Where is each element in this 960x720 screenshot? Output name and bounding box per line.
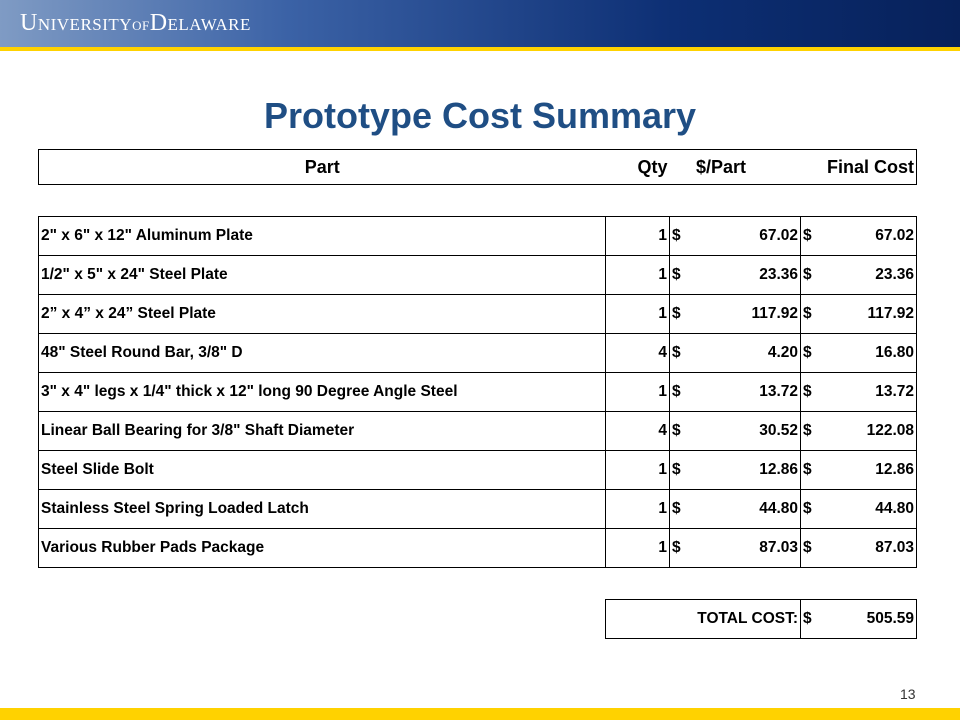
cell-qty: 1 bbox=[606, 256, 670, 295]
cost-table bbox=[38, 149, 917, 639]
cell-qty: 1 bbox=[606, 490, 670, 529]
spacer-cell bbox=[39, 185, 917, 217]
cell-final-cost: 44.80 bbox=[825, 490, 917, 529]
slide-title: Prototype Cost Summary bbox=[263, 95, 697, 136]
cell-per-part: 117.92 bbox=[694, 295, 801, 334]
cell-per-part: 87.03 bbox=[694, 529, 801, 568]
cell-currency: $ bbox=[801, 373, 826, 412]
cell-qty: 4 bbox=[606, 412, 670, 451]
logo-letter-d: D bbox=[149, 10, 168, 36]
cell-part: Linear Ball Bearing for 3/8" Shaft Diameter bbox=[39, 412, 606, 451]
cell-currency: $ bbox=[670, 295, 695, 334]
cell-final-cost: 16.80 bbox=[825, 334, 917, 373]
cell-currency: $ bbox=[801, 451, 826, 490]
cell-part: 2” x 4” x 24” Steel Plate bbox=[39, 295, 606, 334]
total-label: TOTAL COST: bbox=[606, 600, 801, 639]
table-row bbox=[39, 451, 917, 490]
table-header-row bbox=[39, 150, 917, 185]
cell-per-part: 67.02 bbox=[694, 217, 801, 256]
cell-qty: 1 bbox=[606, 295, 670, 334]
cell-currency: $ bbox=[670, 412, 695, 451]
cell-part: Steel Slide Bolt bbox=[39, 451, 606, 490]
table-row bbox=[39, 334, 917, 373]
cell-final-cost: 23.36 bbox=[825, 256, 917, 295]
cell-currency: $ bbox=[801, 295, 826, 334]
table-body bbox=[39, 217, 917, 568]
cell-qty: 1 bbox=[606, 451, 670, 490]
table-spacer-row bbox=[39, 185, 917, 217]
cell-currency: $ bbox=[670, 373, 695, 412]
header-part: Part bbox=[39, 150, 606, 185]
header-qty: Qty bbox=[606, 150, 670, 185]
cell-per-part: 44.80 bbox=[694, 490, 801, 529]
header-spacer-2 bbox=[801, 150, 826, 185]
cell-final-cost: 87.03 bbox=[825, 529, 917, 568]
header-gold-stripe bbox=[0, 47, 960, 51]
logo-text-niversity: NIVERSITY bbox=[37, 15, 133, 34]
logo-text-elaware: ELAWARE bbox=[167, 15, 251, 34]
header-final-cost: Final Cost bbox=[825, 150, 917, 185]
cell-currency: $ bbox=[670, 256, 695, 295]
cell-part: 48" Steel Round Bar, 3/8" D bbox=[39, 334, 606, 373]
cell-part: 2" x 6" x 12" Aluminum Plate bbox=[39, 217, 606, 256]
cell-part: 1/2" x 5" x 24" Steel Plate bbox=[39, 256, 606, 295]
cell-final-cost: 67.02 bbox=[825, 217, 917, 256]
cell-currency: $ bbox=[801, 412, 826, 451]
table-row bbox=[39, 529, 917, 568]
table-row bbox=[39, 412, 917, 451]
cell-per-part: 4.20 bbox=[694, 334, 801, 373]
cell-currency: $ bbox=[801, 529, 826, 568]
cell-currency: $ bbox=[670, 334, 695, 373]
cell-final-cost: 122.08 bbox=[825, 412, 917, 451]
cell-currency: $ bbox=[670, 451, 695, 490]
cell-qty: 1 bbox=[606, 217, 670, 256]
university-logo bbox=[20, 10, 251, 37]
cell-qty: 1 bbox=[606, 529, 670, 568]
total-blank bbox=[39, 600, 606, 639]
header-per-part: $/Part bbox=[694, 150, 801, 185]
cell-per-part: 13.72 bbox=[694, 373, 801, 412]
cell-qty: 4 bbox=[606, 334, 670, 373]
cell-currency: $ bbox=[670, 490, 695, 529]
cell-currency: $ bbox=[801, 334, 826, 373]
cell-final-cost: 117.92 bbox=[825, 295, 917, 334]
cell-currency: $ bbox=[801, 217, 826, 256]
cell-final-cost: 12.86 bbox=[825, 451, 917, 490]
spacer-cell-2 bbox=[39, 568, 917, 600]
total-value: 505.59 bbox=[825, 600, 917, 639]
cell-currency: $ bbox=[670, 217, 695, 256]
table-row bbox=[39, 256, 917, 295]
header-spacer bbox=[670, 150, 695, 185]
cell-part: Stainless Steel Spring Loaded Latch bbox=[39, 490, 606, 529]
cell-part: Various Rubber Pads Package bbox=[39, 529, 606, 568]
table-row bbox=[39, 373, 917, 412]
cell-per-part: 12.86 bbox=[694, 451, 801, 490]
cell-per-part: 23.36 bbox=[694, 256, 801, 295]
table-spacer-row-2 bbox=[39, 568, 917, 600]
logo-text-of: OF bbox=[132, 18, 150, 33]
logo-letter-u: U bbox=[20, 10, 38, 36]
total-currency: $ bbox=[801, 600, 826, 639]
cell-final-cost: 13.72 bbox=[825, 373, 917, 412]
cell-per-part: 30.52 bbox=[694, 412, 801, 451]
footer-gold-stripe bbox=[0, 708, 960, 720]
cell-currency: $ bbox=[801, 256, 826, 295]
header-bar bbox=[0, 0, 960, 47]
table-row bbox=[39, 217, 917, 256]
cell-currency: $ bbox=[670, 529, 695, 568]
cell-part: 3" x 4" legs x 1/4" thick x 12" long 90 Degree Angle Steel bbox=[39, 373, 606, 412]
cell-qty: 1 bbox=[606, 373, 670, 412]
table-row bbox=[39, 490, 917, 529]
cell-currency: $ bbox=[801, 490, 826, 529]
page-number: 13 bbox=[900, 686, 916, 702]
total-row bbox=[39, 600, 917, 639]
table-row bbox=[39, 295, 917, 334]
